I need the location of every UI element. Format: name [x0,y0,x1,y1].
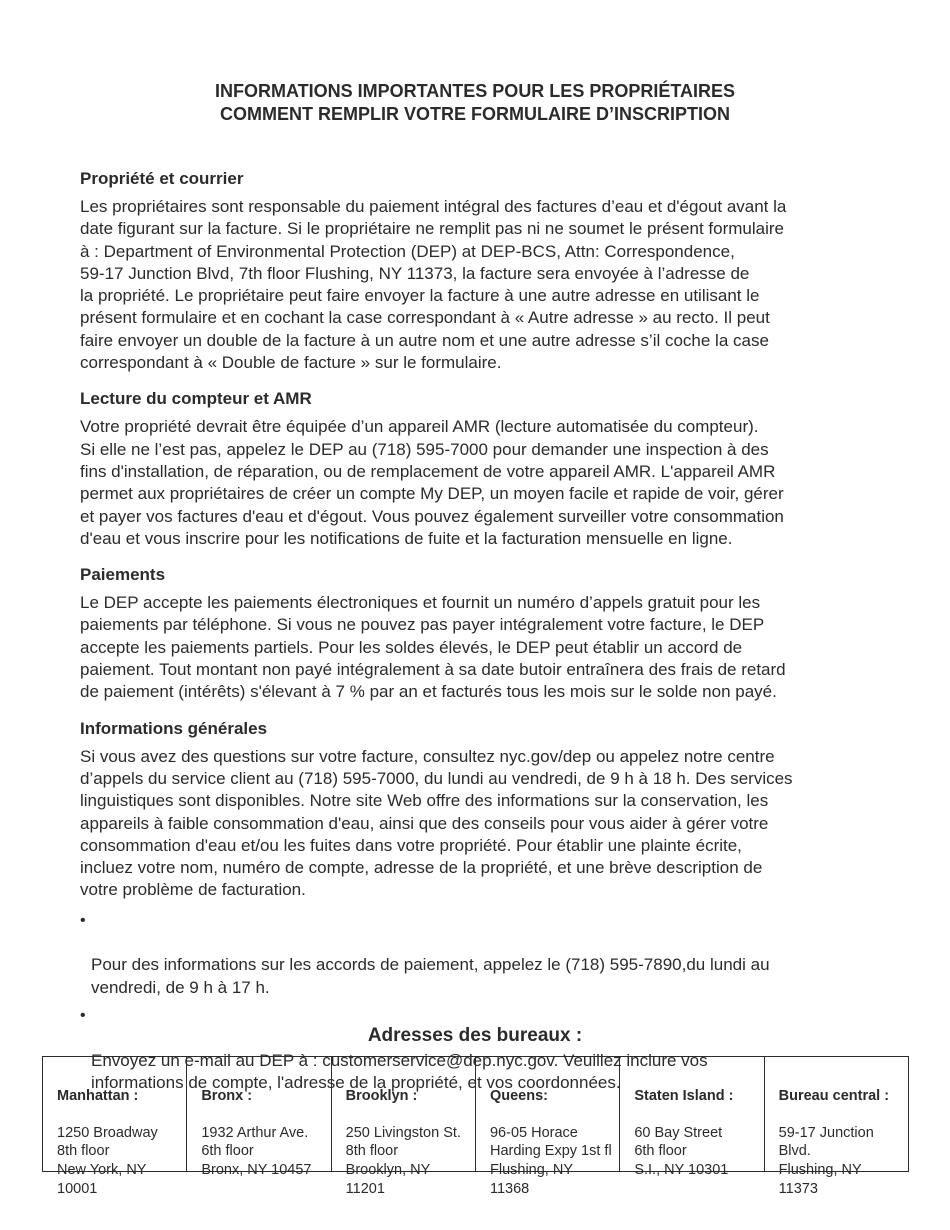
office-cell-queens [476,1057,620,1197]
section-heading: Paiements [80,565,166,585]
offices-heading: Adresses des bureaux : [367,1025,583,1046]
section-text: Le DEP accepte les paiements électroniques et fournit un numéro d’appels gratuit pour les paiements par téléphone. Si vous ne pouvez pas payer intégralement votre facture, le DEP accepte les paiements partiels. Pour les soldes élevés, le DEP peut établir un accord de paiement. Tout montant non payé intégralement à sa date butoir entraînera des frais de retard de paiement (intérêts) s'élevant à 7 % par an et facturés tous les mois sur le solde non payé. [80,593,786,702]
section-heading: Informations générales [80,718,268,738]
section-payments [80,564,880,703]
office-cell-manhattan [43,1057,187,1197]
section-heading: Lecture du compteur et AMR [80,389,312,409]
office-name: Staten Island : [634,1087,734,1104]
office-address: 59-17 Junction Blvd. Flushing, NY 11373 [778,1124,874,1197]
office-address: 1250 Broadway 8th floor New York, NY 10001 [57,1124,158,1197]
title-line-2: COMMENT REMPLIR VOTRE FORMULAIRE D’INSCRIPTION [220,104,730,124]
section-text: Si vous avez des questions sur votre facture, consultez nyc.gov/dep ou appelez notre centre d’appels du service client au (718) 595-7000, du lundi au vendredi, de 9 h à 18 h. Des services linguistiques sont disponibles. Notre site Web offre des informations sur la conservation, les appareils à faible consommation d'eau, ainsi que des conseils pour vous aider à gérer votre consommation d'eau et/ou les fuites dans votre propriété. Pour établir une plainte écrite, incluez votre nom, numéro de compte, adresse de la propriété, et une brève description de votre problème de facturation. [80,746,793,900]
office-name: Manhattan : [57,1087,139,1104]
bullet-icon: • [80,1006,86,1024]
office-address: 1932 Arthur Ave. 6th floor Bronx, NY 10457 [201,1124,312,1178]
office-name: Brooklyn : [345,1087,418,1104]
section-text: Les propriétaires sont responsable du paiement intégral des factures d’eau et d'égout avant la date figurant sur la facture. Si le propriétaire ne remplit pas ni ne soumet le présent formulaire à : Department of Environmental Protection (DEP) at DEP-BCS, Attn: Correspondence, 59-17 Junction Blvd, 7th floor Flushing, NY 11373, la facture sera envoyée à l’adresse de la propriété. Le propriétaire peut faire envoyer la facture à une autre adresse en utilisant le présent formulaire et en cochant la case correspondant à « Autre adresse » au recto. Il peut faire envoyer un double de la facture à un autre nom et une autre adresse s’il coche la case correspondant à « Double de facture » sur le formulaire. [80,197,787,373]
list-item [80,910,880,999]
section-property-mail [80,168,880,374]
section-text: Votre propriété devrait être équipée d’un appareil AMR (lecture automatisée du compteur). Si elle ne l’est pas, appelez le DEP au (718) 595-7000 pour demander une inspection à des fins d'installation, de réparation, ou de remplacement de votre appareil AMR. L'appareil AMR permet aux propriétaires de créer un compte My DEP, un moyen facile et rapide de voir, gérer et payer vos factures d'eau et d'égout. Vous pouvez également surveiller votre consommation d'eau et vous inscrire pour les notifications de fuite et la facturation mensuelle en ligne. [80,417,784,548]
bullet-text: Pour des informations sur les accords de paiement, appelez le (718) 595-7890,du lundi au vendredi, de 9 h à 17 h. [91,955,770,997]
office-cell-brooklyn [332,1057,476,1197]
office-cell-bronx [187,1057,331,1178]
office-cell-central [765,1057,908,1197]
section-general-info [80,718,880,902]
bullet-icon: • [80,911,86,929]
office-name: Queens: [489,1087,548,1104]
office-name: Bronx : [201,1087,253,1104]
office-address: 60 Bay Street 6th floor S.I., NY 10301 [634,1124,729,1178]
bullet-text: Envoyez un e-mail au DEP à : customerservice@dep.nyc.gov. Veuillez inclure vos informations de compte, l'adresse de la propriété, et vos coordonnées. [91,1050,708,1092]
office-cell-staten-island [620,1057,764,1178]
section-meter-reading [80,388,880,550]
office-name: Bureau central : [778,1087,890,1104]
offices-table [42,1056,909,1197]
section-heading: Propriété et courrier [80,169,244,188]
page-title [0,80,950,126]
main-content [80,168,880,1100]
title-line-1: INFORMATIONS IMPORTANTES POUR LES PROPRIÉTAIRES [214,81,736,101]
office-address: 96-05 Horace Harding Expy 1st fl Flushing, NY 11368 [489,1124,612,1197]
office-address: 250 Livingston St. 8th floor Brooklyn, NY 11201 [345,1124,461,1197]
